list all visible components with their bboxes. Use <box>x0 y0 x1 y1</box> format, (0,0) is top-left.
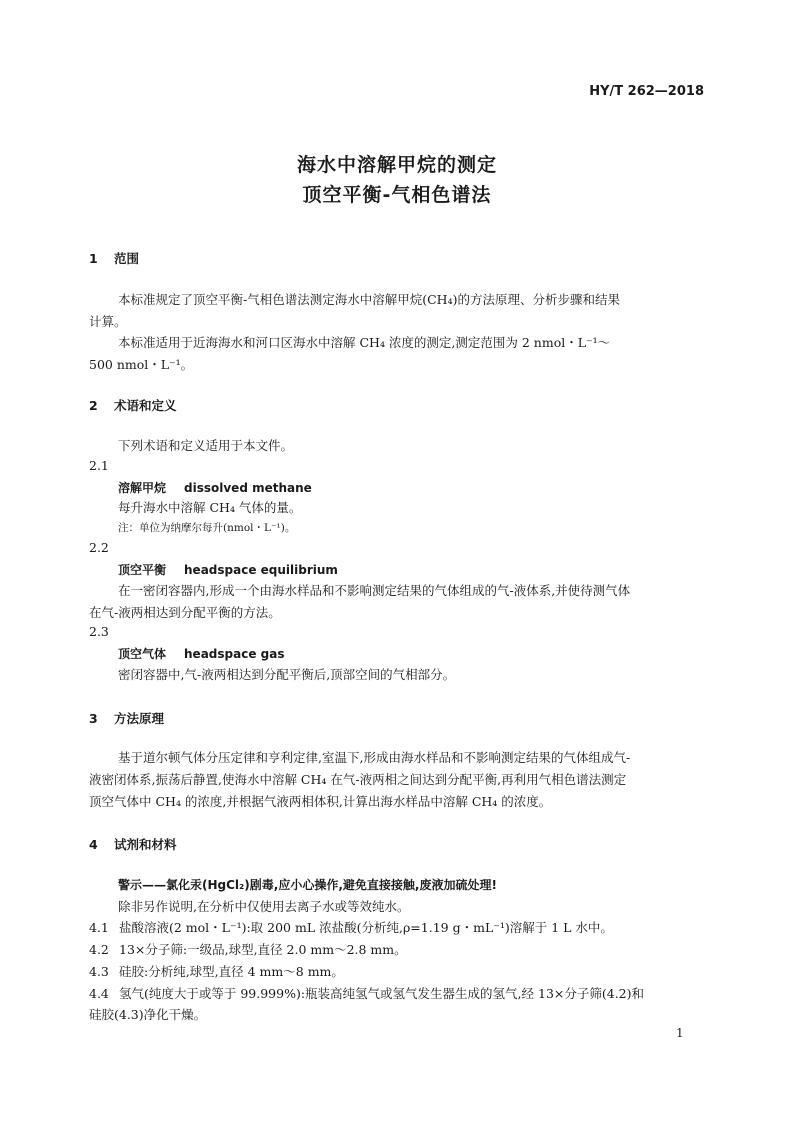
item-text: 盐酸溶液(2 mol・L⁻¹):取 200 mL 浓盐酸(分析纯,ρ=1.19 g・mL⁻¹)溶解于 1 L 水中。 <box>119 920 613 935</box>
term-heading <box>118 645 284 662</box>
list-item <box>89 940 407 958</box>
section-3-line-2: 液密闭体系,振荡后静置,使海水中溶解 CH₄ 在气-液两相之间达到分配平衡,再利用气相色谱法测定 <box>89 772 627 787</box>
document-title-line2: 顶空平衡-气相色谱法 <box>302 184 492 206</box>
section-1-paragraph-1-cont: 计算。 <box>89 314 127 329</box>
list-item-cont: 硅胶(4.3)净化干燥。 <box>89 1007 207 1022</box>
term-zh: 顶空气体 <box>118 647 167 661</box>
section-number: 3 <box>89 711 98 726</box>
item-text: 13×分子筛:一级品,球型,直径 2.0 mm～2.8 mm。 <box>119 942 407 957</box>
section-1-paragraph-2: 本标准适用于近海海水和河口区海水中溶解 CH₄ 浓度的测定,测定范围为 2 nmol・L⁻¹～ <box>118 335 611 350</box>
term-definition: 密闭容器中,气-液两相达到分配平衡后,顶部空间的气相部分。 <box>118 667 456 682</box>
item-number: 4.4 <box>89 986 109 1001</box>
section-1-heading <box>89 249 139 267</box>
section-3-heading <box>89 709 164 727</box>
term-en: dissolved methane <box>184 481 312 495</box>
term-heading <box>118 479 312 496</box>
list-item <box>89 918 613 936</box>
section-number: 2 <box>89 398 98 413</box>
section-2-intro: 下列术语和定义适用于本文件。 <box>118 438 294 453</box>
clause-number: 2.3 <box>89 624 109 639</box>
section-4-intro: 除非另作说明,在分析中仅使用去离子水或等效纯水。 <box>118 899 410 914</box>
section-4-heading <box>89 835 177 853</box>
term-en: headspace gas <box>184 647 285 661</box>
section-number: 4 <box>89 837 98 852</box>
page-number: 1 <box>676 1026 684 1040</box>
section-title: 试剂和材料 <box>114 837 177 852</box>
section-title: 方法原理 <box>114 711 165 726</box>
term-heading <box>118 561 338 578</box>
section-1-paragraph-2-cont: 500 nmol・L⁻¹。 <box>89 357 194 372</box>
list-item <box>89 984 644 1002</box>
list-item <box>89 962 344 980</box>
term-definition: 每升海水中溶解 CH₄ 气体的量。 <box>118 500 302 515</box>
term-note: 注：单位为纳摩尔每升(nmol・L⁻¹)。 <box>118 522 296 534</box>
warning-text: 警示——氯化汞(HgCl₂)剧毒,应小心操作,避免直接接触,废液加硫处理! <box>118 878 497 892</box>
document-title-line1: 海水中溶解甲烷的测定 <box>296 154 497 176</box>
section-3-line-3: 顶空气体中 CH₄ 的浓度,并根据气液两相体积,计算出海水样品中溶解 CH₄ 的浓度。 <box>89 794 552 809</box>
section-1-paragraph-1: 本标准规定了顶空平衡-气相色谱法测定海水中溶解甲烷(CH₄)的方法原理、分析步骤和结果 <box>118 292 620 307</box>
term-en: headspace equilibrium <box>184 563 338 577</box>
term-zh: 溶解甲烷 <box>118 481 167 495</box>
term-definition-cont: 在气-液两相达到分配平衡的方法。 <box>89 605 281 620</box>
item-text: 氢气(纯度大于或等于 99.999%):瓶装高纯氢气或氢气发生器生成的氢气,经 13×分子筛(4.2)和 <box>119 986 645 1001</box>
section-number: 1 <box>89 251 98 266</box>
item-number: 4.3 <box>89 964 109 979</box>
item-number: 4.1 <box>89 920 109 935</box>
section-3-line-1: 基于道尔顿气体分压定律和亨利定律,室温下,形成由海水样品和不影响测定结果的气体组成气- <box>118 750 631 765</box>
item-number: 4.2 <box>89 942 109 957</box>
clause-number: 2.1 <box>89 458 109 473</box>
term-definition: 在一密闭容器内,形成一个由海水样品和不影响测定结果的气体组成的气-液体系,并使待测气体 <box>118 583 631 598</box>
item-text: 硅胶:分析纯,球型,直径 4 mm～8 mm。 <box>119 964 344 979</box>
section-2-heading <box>89 396 177 414</box>
clause-number: 2.2 <box>89 540 109 555</box>
section-title: 术语和定义 <box>114 398 177 413</box>
section-title: 范围 <box>114 251 140 266</box>
standard-code: HY/T 262—2018 <box>589 84 704 99</box>
term-zh: 顶空平衡 <box>118 563 167 577</box>
